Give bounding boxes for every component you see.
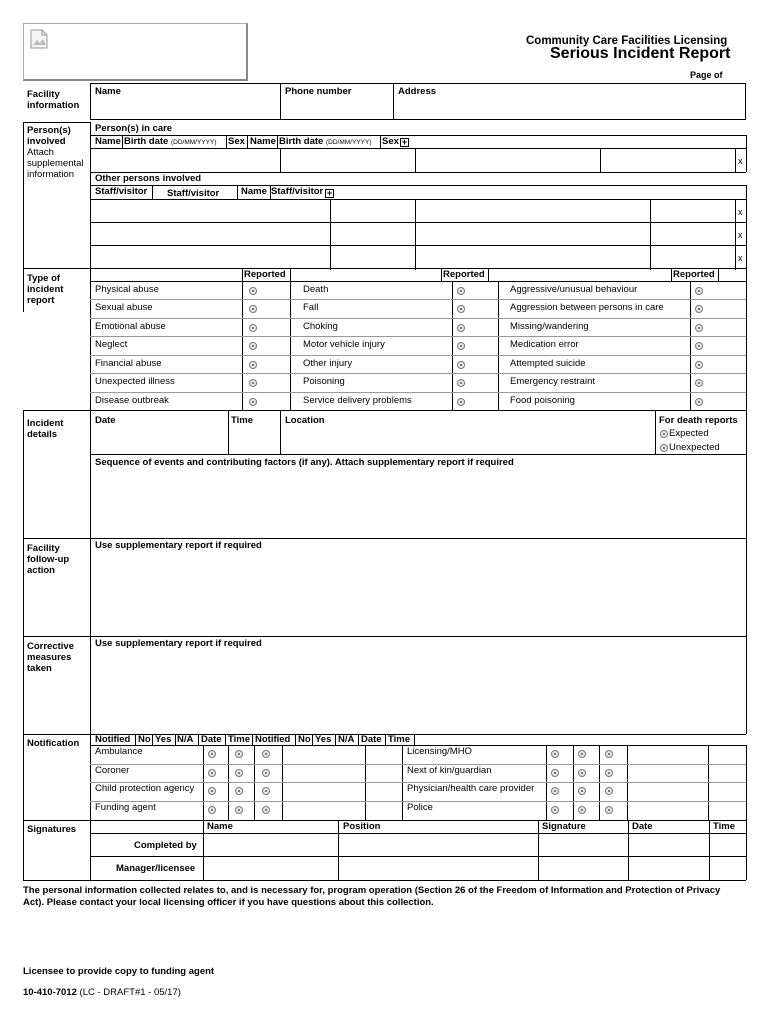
notify-radio[interactable] [208, 806, 216, 814]
remove-person-button[interactable]: x [738, 156, 743, 166]
privacy-notice: The personal information collected relates to, and is necessary for, program operation (Section 26 of the Freedom of Information and Protection of Privacy Act). Please contact your local licensing officer if you have questions about this collection. [23, 885, 721, 908]
facility-section-label: Facility information [27, 89, 80, 111]
incident-details-label: Incident details [27, 418, 64, 440]
incident-type-radio[interactable] [695, 398, 703, 406]
manager-label: Manager/licensee [116, 863, 196, 874]
pic-birth2-label [279, 136, 371, 148]
reported-header-3: Reported [673, 269, 715, 280]
incident-type-radio[interactable] [249, 398, 257, 406]
notif-header-no: No [298, 734, 311, 745]
incident-type-radio[interactable] [249, 324, 257, 332]
pic-sex2-label: Sex [382, 136, 399, 147]
incident-type-radio[interactable] [457, 379, 465, 387]
form-version: (LC - DRAFT#1 - 05/17) [79, 987, 181, 998]
remove-other-3[interactable]: x [738, 253, 743, 263]
followup-hint: Use supplementary report if required [95, 540, 262, 551]
signatures-label: Signatures [27, 824, 77, 835]
notification-label: Notification [27, 738, 80, 749]
incident-type-label: Type of incident report [27, 273, 64, 306]
incident-type-item: Motor vehicle injury [303, 339, 385, 351]
incident-time-label: Time [231, 415, 254, 426]
sequence-field[interactable] [92, 470, 744, 536]
notify-radio[interactable] [578, 769, 586, 777]
expected-radio[interactable] [660, 430, 668, 438]
unexpected-label: Unexpected [669, 442, 720, 453]
incident-date-label: Date [95, 415, 116, 426]
incident-type-item: Choking [303, 320, 338, 332]
completed-by-name-field[interactable] [205, 835, 336, 855]
notif-header-no: No [138, 734, 151, 745]
manager-name-field[interactable] [205, 858, 336, 878]
other-persons-label: Other persons involved [95, 173, 202, 184]
sig-position-header: Position [343, 821, 381, 832]
pic-birth-text: Birth date [124, 136, 169, 147]
notif-header-date: Date [361, 734, 382, 745]
incident-type-radio[interactable] [457, 342, 465, 350]
notify-radio[interactable] [235, 787, 243, 795]
image-placeholder-icon [30, 29, 48, 49]
notify-party-left: Coroner [95, 764, 130, 776]
incident-type-item: Emergency restraint [510, 376, 596, 388]
death-reports-label: For death reports [659, 415, 738, 426]
notify-radio[interactable] [578, 787, 586, 795]
notif-header-na: N/A [177, 734, 194, 745]
reported-header-2: Reported [443, 269, 485, 280]
remove-other-2[interactable]: x [738, 230, 743, 240]
facility-address-label: Address [398, 86, 437, 97]
followup-label: Facility follow-up action [27, 543, 70, 576]
incident-type-item: Poisoning [303, 376, 345, 388]
notif-header-yes: Yes [315, 734, 332, 745]
add-person-button[interactable]: + [401, 137, 408, 147]
incident-type-item: Death [303, 284, 329, 295]
sv-label-1: Staff/visitor [95, 186, 148, 197]
incident-type-item: Fall [303, 302, 319, 314]
add-other-person-button[interactable]: + [326, 188, 333, 198]
notify-party-right: Police [407, 801, 433, 813]
incident-type-radio[interactable] [695, 324, 703, 332]
notify-radio[interactable] [208, 769, 216, 777]
sv-label-3: Staff/visitor [271, 186, 324, 197]
incident-type-radio[interactable] [695, 287, 703, 295]
notify-radio[interactable] [551, 750, 559, 758]
remove-other-1[interactable]: x [738, 207, 743, 217]
form-number [23, 987, 181, 998]
facility-name-label: Name [95, 86, 121, 97]
org-name: Community Care Facilities Licensing [526, 35, 728, 47]
sig-date-header: Date [632, 821, 653, 832]
page-of: Page of [690, 70, 723, 80]
notify-party-right: Next of kin/guardian [407, 764, 492, 776]
corrective-field[interactable] [92, 650, 744, 732]
followup-field[interactable] [92, 552, 744, 634]
facility-phone-label: Phone number [285, 86, 352, 97]
notif-header-notified: Notified [255, 734, 291, 745]
sig-name-header: Name [207, 821, 233, 832]
notify-radio[interactable] [235, 750, 243, 758]
incident-type-radio[interactable] [249, 342, 257, 350]
incident-type-radio[interactable] [695, 379, 703, 387]
notify-party-right: Licensing/MHO [407, 746, 472, 757]
pic-name2-label: Name [250, 136, 276, 147]
notify-radio[interactable] [551, 769, 559, 777]
incident-type-radio[interactable] [457, 305, 465, 313]
pic-name-field[interactable] [92, 150, 278, 170]
incident-type-item: Emotional abuse [95, 320, 166, 332]
persons-sub-text: Attach supplemental information [27, 147, 84, 180]
notif-header-yes: Yes [155, 734, 172, 745]
incident-type-item: Neglect [95, 339, 128, 351]
notify-radio[interactable] [235, 769, 243, 777]
corrective-hint: Use supplementary report if required [95, 638, 262, 649]
pic-birth2-text: Birth date [279, 136, 324, 147]
expected-label: Expected [669, 428, 709, 439]
notify-radio[interactable] [578, 750, 586, 758]
sequence-label: Sequence of events and contributing factors (if any). Attach supplementary report if required [95, 457, 514, 468]
notif-header-time: Time [388, 734, 411, 745]
persons-in-care-label: Person(s) in care [95, 123, 173, 134]
incident-type-radio[interactable] [457, 361, 465, 369]
incident-type-radio[interactable] [457, 398, 465, 406]
notify-radio[interactable] [551, 787, 559, 795]
sv-name-label: Name [241, 186, 267, 197]
notify-radio[interactable] [235, 806, 243, 814]
notify-radio[interactable] [262, 750, 270, 758]
incident-type-item: Attempted suicide [510, 357, 586, 369]
notify-radio[interactable] [605, 787, 613, 795]
incident-type-radio[interactable] [249, 379, 257, 387]
notify-radio[interactable] [262, 787, 270, 795]
incident-type-radio[interactable] [695, 342, 703, 350]
pic-name-label: Name [95, 136, 121, 147]
notify-party-left: Ambulance [95, 746, 143, 757]
pic-birth-format: (DD/MM/YYYY) [170, 139, 217, 146]
sig-time-header: Time [713, 821, 736, 832]
notify-party-left: Child protection agency [95, 783, 195, 794]
notify-radio[interactable] [208, 787, 216, 795]
incident-type-item: Unexpected illness [95, 376, 175, 388]
pic-birth2-format: (DD/MM/YYYY) [325, 139, 372, 146]
incident-type-item: Aggression between persons in care [510, 302, 664, 314]
incident-type-item: Aggressive/unusual behaviour [510, 284, 638, 295]
persons-section-label [27, 125, 91, 180]
facility-phone-field[interactable] [282, 97, 391, 118]
form-title: Serious Incident Report [550, 45, 731, 62]
facility-address-field[interactable] [395, 97, 744, 118]
corrective-label: Corrective measures taken [27, 641, 74, 674]
incident-type-item: Disease outbreak [95, 394, 169, 406]
persons-label-text: Person(s) involved [27, 125, 71, 147]
incident-type-radio[interactable] [457, 287, 465, 295]
incident-type-item: Missing/wandering [510, 320, 589, 332]
incident-type-item: Service delivery problems [303, 394, 412, 406]
notify-radio[interactable] [551, 806, 559, 814]
notif-header-date: Date [201, 734, 222, 745]
notify-radio[interactable] [578, 806, 586, 814]
incident-type-radio[interactable] [249, 287, 257, 295]
incident-type-radio[interactable] [695, 361, 703, 369]
notif-header-na: N/A [338, 734, 355, 745]
notify-radio[interactable] [605, 750, 613, 758]
notify-radio[interactable] [605, 769, 613, 777]
incident-type-item: Medication error [510, 339, 579, 351]
incident-type-item: Food poisoning [510, 394, 575, 406]
notify-party-right: Physician/health care provider [407, 783, 535, 794]
incident-type-item: Other injury [303, 357, 353, 369]
notify-radio[interactable] [262, 769, 270, 777]
incident-type-item: Physical abuse [95, 284, 159, 295]
completed-by-label: Completed by [134, 840, 197, 851]
incident-type-radio[interactable] [695, 305, 703, 313]
sv-label-2: Staff/visitor [167, 188, 220, 199]
incident-type-radio[interactable] [457, 324, 465, 332]
sig-signature-header: Signature [542, 821, 586, 832]
notify-radio[interactable] [262, 806, 270, 814]
notify-radio[interactable] [605, 806, 613, 814]
incident-type-radio[interactable] [249, 305, 257, 313]
reported-header-1: Reported [244, 269, 286, 280]
pic-sex-label: Sex [228, 136, 245, 147]
form-number-id: 10-410-7012 [23, 987, 77, 998]
logo-placeholder [23, 23, 248, 81]
incident-type-item: Sexual abuse [95, 302, 153, 314]
incident-type-item: Financial abuse [95, 357, 162, 369]
notify-party-left: Funding agent [95, 801, 156, 813]
pic-birth-label [124, 136, 216, 148]
notify-radio[interactable] [208, 750, 216, 758]
notif-header-time: Time [228, 734, 251, 745]
incident-location-label: Location [285, 415, 325, 426]
notif-header-notified: Notified [95, 734, 131, 745]
facility-name-field[interactable] [92, 97, 278, 118]
unexpected-radio[interactable] [660, 444, 668, 452]
licensee-note: Licensee to provide copy to funding agent [23, 966, 215, 977]
incident-type-radio[interactable] [249, 361, 257, 369]
